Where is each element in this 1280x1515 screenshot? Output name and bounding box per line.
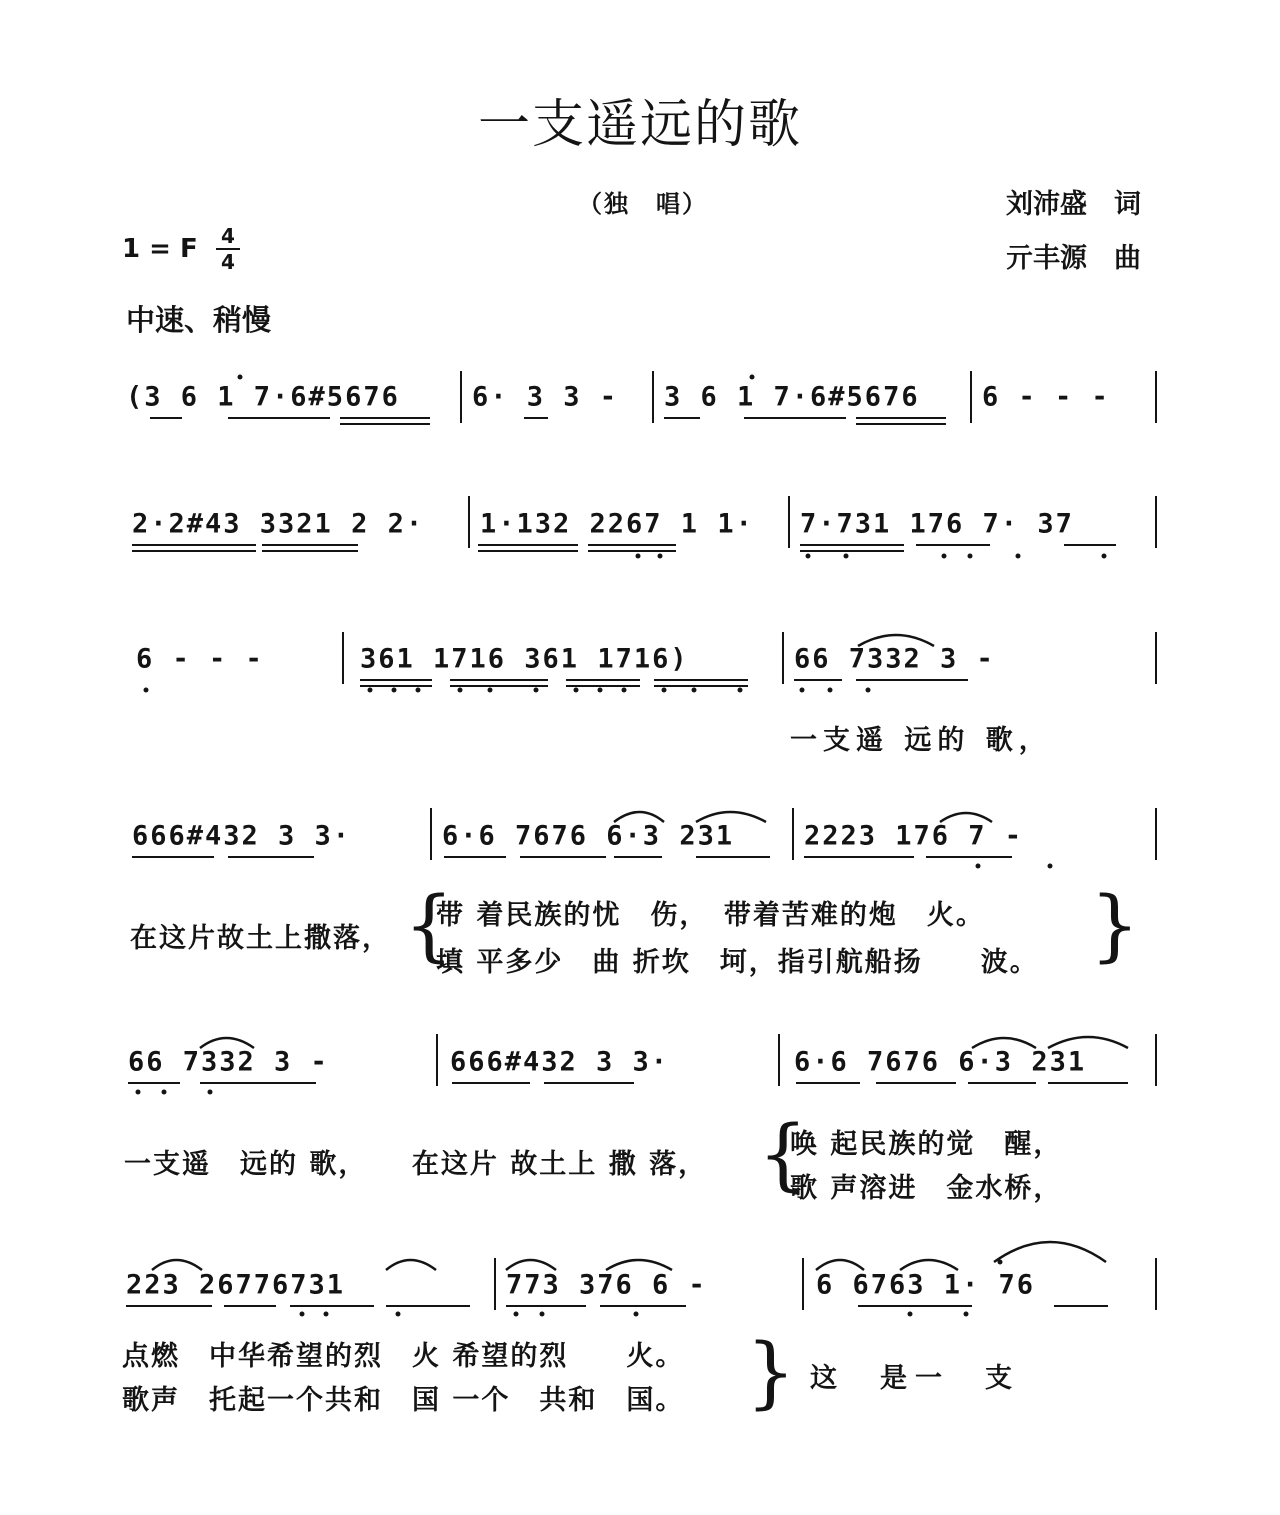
- s2-measure-3: 7·731 176 7· 37: [800, 508, 1074, 540]
- barline: [792, 808, 794, 860]
- s3-lyric: 一支遥 远的 歌，: [790, 725, 1052, 756]
- barline: [430, 808, 432, 860]
- barline: [970, 371, 972, 423]
- barline: [468, 496, 470, 548]
- s4-measure-2: 6·6 7676 6·3 231: [442, 820, 735, 852]
- barline: [1155, 808, 1157, 860]
- barline: [802, 1258, 804, 1310]
- s6-lyric-verse-2: 歌声 托起一个共和 国 一个 共和 国。: [122, 1385, 685, 1416]
- key-signature: 1 = F: [122, 234, 198, 264]
- s5-lyric-left: 一支遥 远的 歌， 在这片 故土上 撒 落，: [124, 1149, 708, 1180]
- barline: [342, 632, 344, 684]
- barline: [778, 1034, 780, 1086]
- verse-brace-left: {: [758, 1110, 808, 1200]
- s5-measure-1: 66 7332 3 -: [128, 1046, 329, 1078]
- barline: [1155, 496, 1157, 548]
- s4-lyric-left: 在这片故土上撒落，: [130, 923, 391, 954]
- barline: [788, 496, 790, 548]
- s4-measure-3: 2223 176 7 -: [804, 820, 1024, 852]
- performance-type: （独 唱）: [578, 189, 708, 218]
- s1-measure-2: 6· 3 3 -: [472, 381, 619, 413]
- barline: [1155, 1258, 1157, 1310]
- time-signature-top: 4: [221, 224, 235, 248]
- barline: [782, 632, 784, 684]
- time-signature: [216, 226, 240, 272]
- verse-brace-left: {: [404, 881, 454, 971]
- song-title: 一支遥远的歌: [477, 95, 802, 155]
- barline: [494, 1258, 496, 1310]
- s5-measure-2: 666#432 3 3·: [450, 1046, 670, 1078]
- s4-measure-1: 666#432 3 3·: [132, 820, 352, 852]
- s4-lyric-verse-2: 填 平多少 曲 折坎 坷，指引航船扬 波。: [436, 947, 1039, 978]
- s6-lyric-right: 这 是一 支: [810, 1363, 1020, 1394]
- barline: [460, 371, 462, 423]
- s3-measure-3: 66 7332 3 -: [794, 643, 995, 675]
- s2-measure-1: 2·2#43 3321 2 2·: [132, 508, 425, 540]
- s6-measure-2: 773 376 6 -: [506, 1269, 707, 1301]
- s6-measure-3: 6 6763 1· 76: [816, 1269, 1036, 1301]
- verse-brace-right: }: [746, 1328, 796, 1418]
- s1-measure-1: (3 6 1 7·6#5676: [126, 381, 400, 413]
- s3-measure-2: 361 1716 361 1716): [360, 643, 689, 675]
- barline: [1155, 371, 1157, 423]
- s3-measure-1: 6 - - -: [136, 643, 264, 675]
- barline: [1155, 632, 1157, 684]
- verse-brace-right: }: [1090, 881, 1140, 971]
- s4-lyric-verse-1: 带 着民族的忧 伤， 带着苦难的炮 火。: [436, 900, 985, 931]
- s6-measure-1: 223 26776731: [126, 1269, 346, 1301]
- s1-measure-4: 6 - - -: [982, 381, 1110, 413]
- barline: [1155, 1034, 1157, 1086]
- barline: [436, 1034, 438, 1086]
- composer-credit: 亓丰源 曲: [1006, 243, 1141, 274]
- lyricist-credit: 刘沛盛 词: [1006, 189, 1141, 220]
- s6-lyric-verse-1: 点燃 中华希望的烈 火 希望的烈 火。: [122, 1341, 685, 1372]
- barline: [652, 371, 654, 423]
- tempo-marking: 中速、稍慢: [126, 303, 272, 337]
- s2-measure-2: 1·132 2267 1 1·: [480, 508, 754, 540]
- s1-measure-3: 3 6 1 7·6#5676: [664, 381, 920, 413]
- s5-measure-3: 6·6 7676 6·3 231: [794, 1046, 1087, 1078]
- s5-lyric-verse-1: 唤 起民族的觉 醒，: [790, 1129, 1063, 1160]
- time-signature-bottom: 4: [221, 250, 235, 274]
- s5-lyric-verse-2: 歌 声溶进 金水桥，: [790, 1173, 1063, 1204]
